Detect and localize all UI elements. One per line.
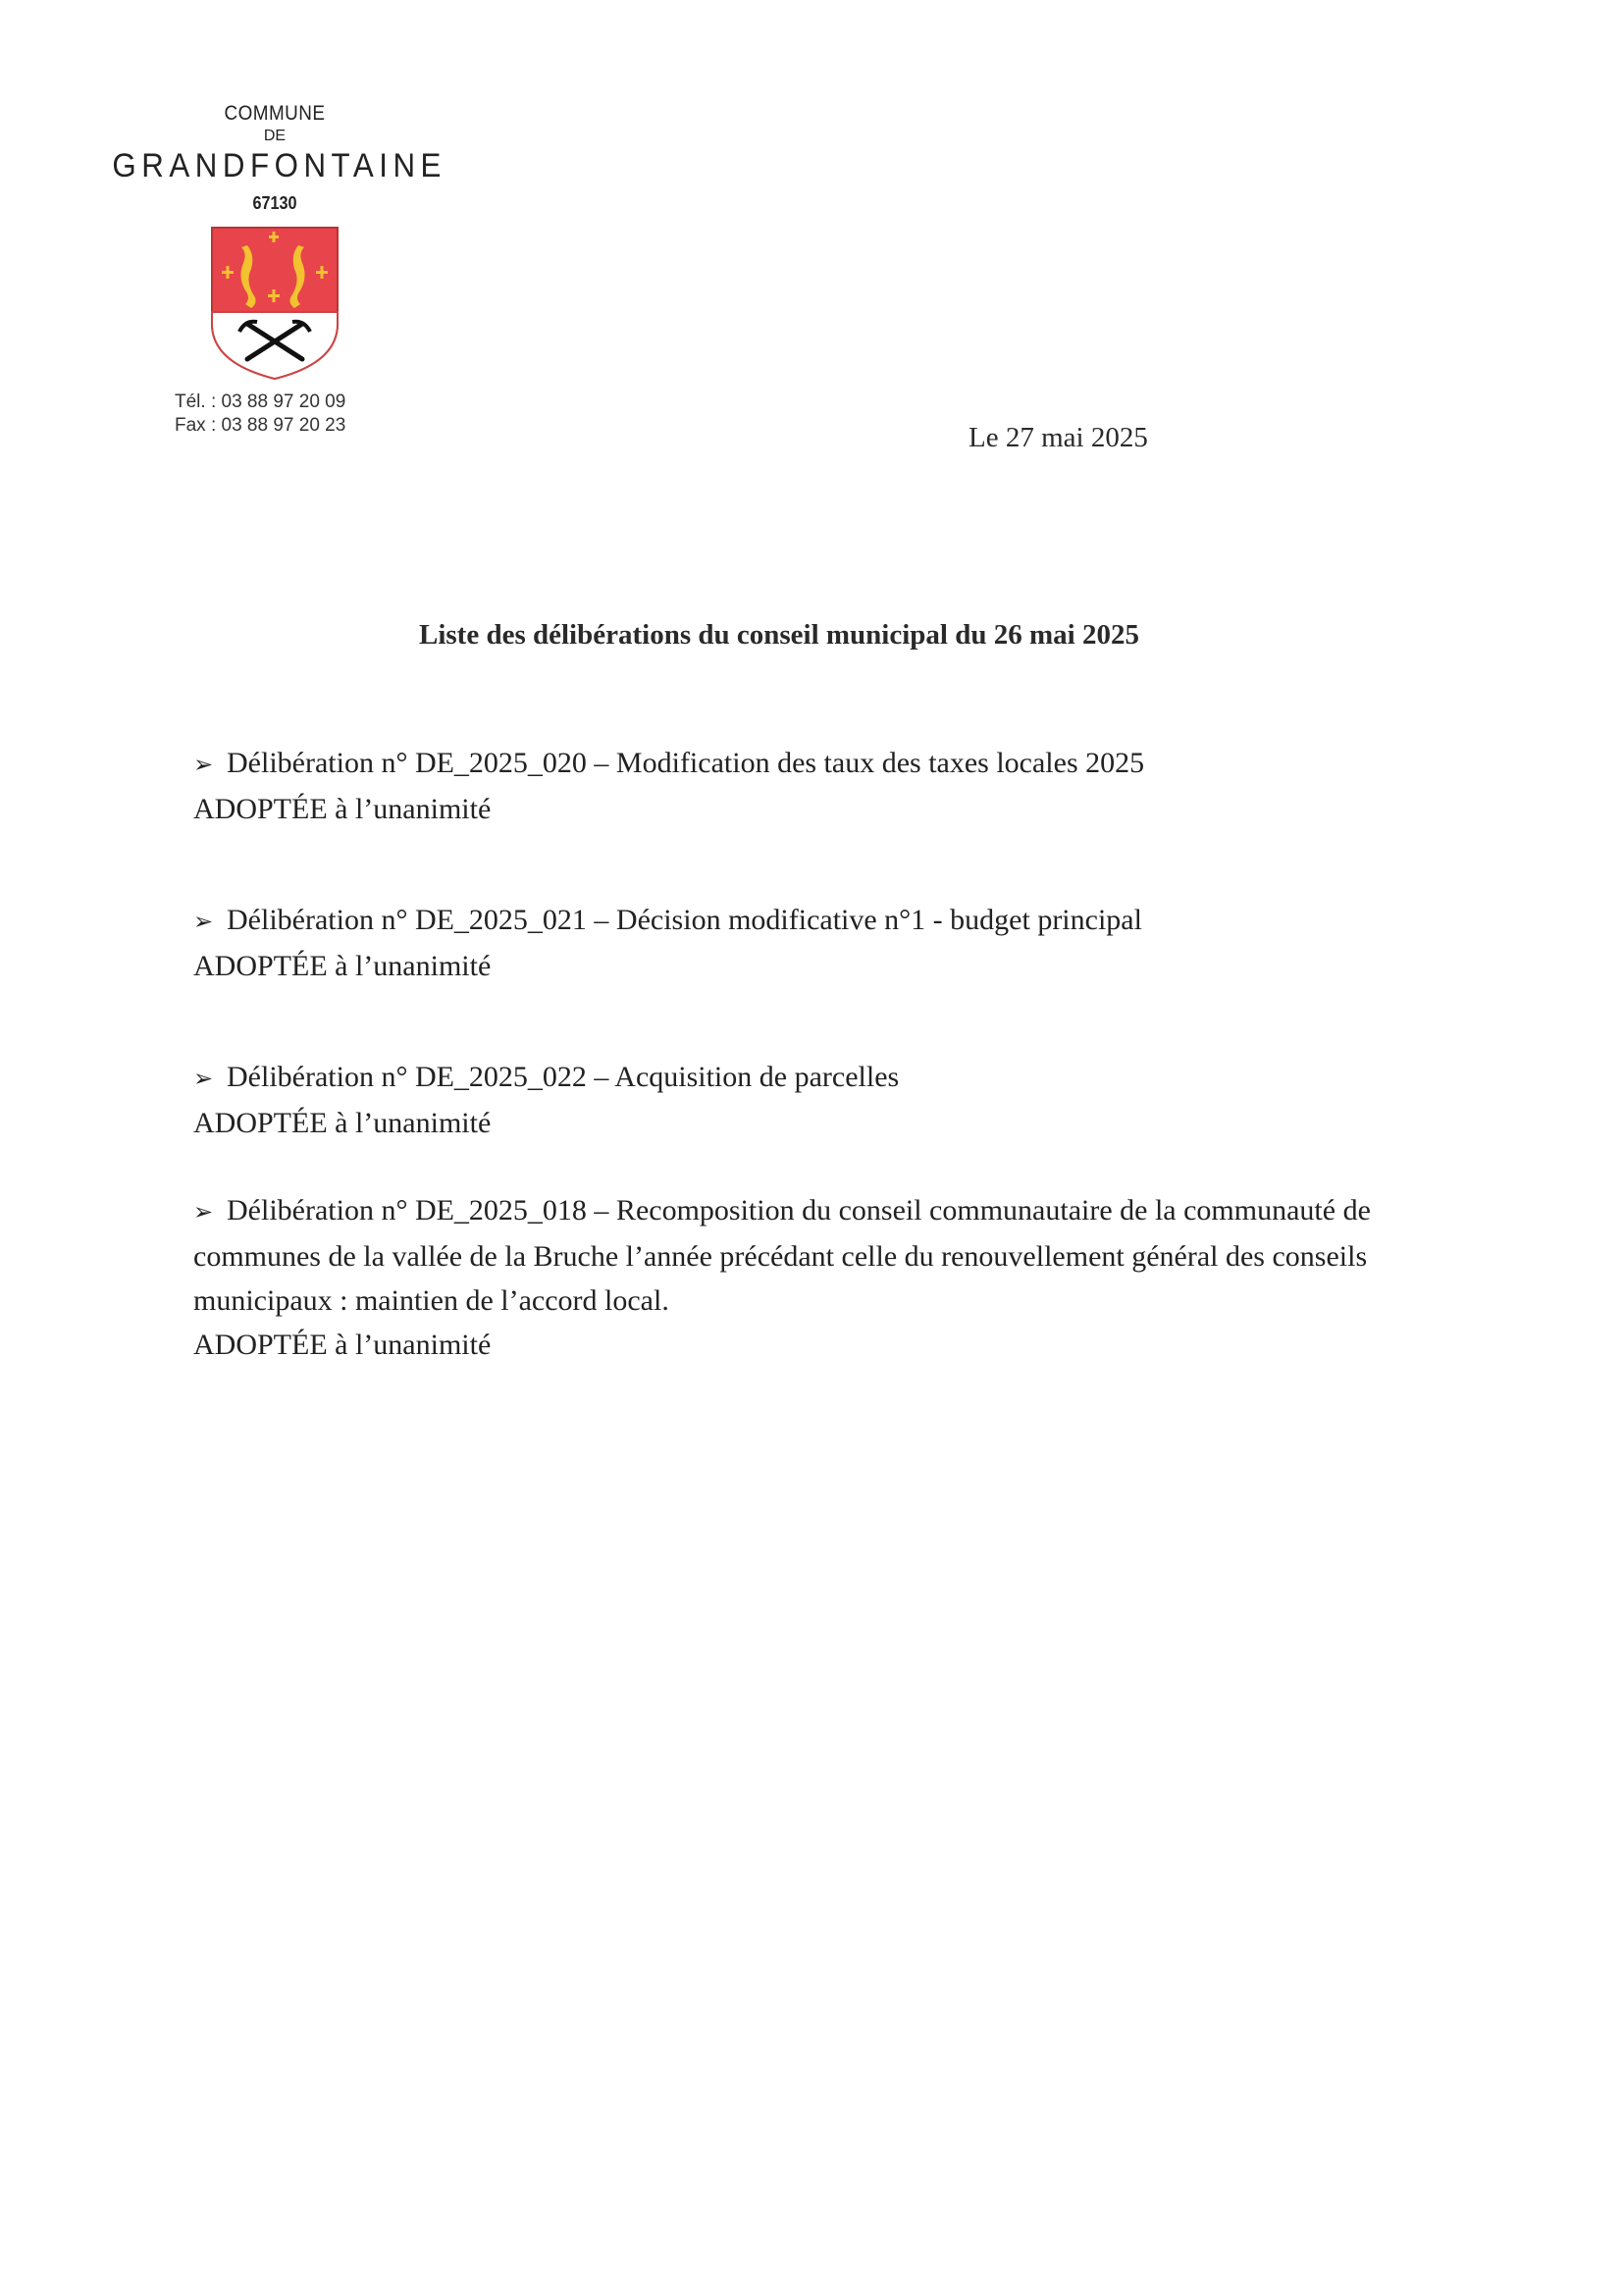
deliberation-item: [193, 898, 1469, 988]
letterhead-de: DE: [263, 128, 287, 144]
bullet-arrow-icon: ➢: [193, 751, 214, 778]
deliberation-text: Délibération n° DE_2025_021 – Décision modificative n°1 - budget principal: [227, 904, 1142, 936]
letterhead-town-name: GRANDFONTAINE: [112, 147, 446, 184]
phone-number: Tél. : 03 88 97 20 09: [175, 391, 346, 412]
letterhead-postal-code: 67130: [252, 193, 297, 213]
coat-of-arms-icon: [208, 226, 341, 381]
deliberation-item: [193, 1188, 1469, 1367]
deliberation-text: Délibération n° DE_2025_022 – Acquisition de parcelles: [227, 1061, 900, 1093]
deliberation-item: [193, 741, 1469, 831]
deliberation-text: Délibération n° DE_2025_018 – Recomposition du conseil communautaire de la communauté de communes de la vallée de la Bruche l’année précédant celle du renouvellement général des conseils municipaux : maintien de l’accord local.: [193, 1194, 1371, 1317]
document-date: Le 27 mai 2025: [969, 422, 1148, 453]
deliberation-status: ADOPTÉE à l’unanimité: [193, 1107, 492, 1139]
contact-info: [175, 391, 345, 438]
bullet-arrow-icon: ➢: [193, 908, 214, 935]
document-title: Liste des délibérations du conseil municipal du 26 mai 2025: [419, 619, 1139, 651]
deliberation-text: Délibération n° DE_2025_020 – Modification des taux des taxes locales 2025: [227, 747, 1145, 779]
letterhead: [98, 98, 451, 381]
fax-number: Fax : 03 88 97 20 23: [175, 415, 346, 436]
deliberation-status: ADOPTÉE à l’unanimité: [193, 793, 492, 825]
letterhead-commune: COMMUNE: [224, 102, 326, 125]
deliberation-status: ADOPTÉE à l’unanimité: [193, 950, 492, 982]
bullet-arrow-icon: ➢: [193, 1198, 214, 1226]
deliberations-list: [193, 741, 1469, 1367]
deliberation-item: [193, 1055, 1469, 1145]
deliberation-status: ADOPTÉE à l’unanimité: [193, 1329, 492, 1361]
bullet-arrow-icon: ➢: [193, 1065, 214, 1092]
